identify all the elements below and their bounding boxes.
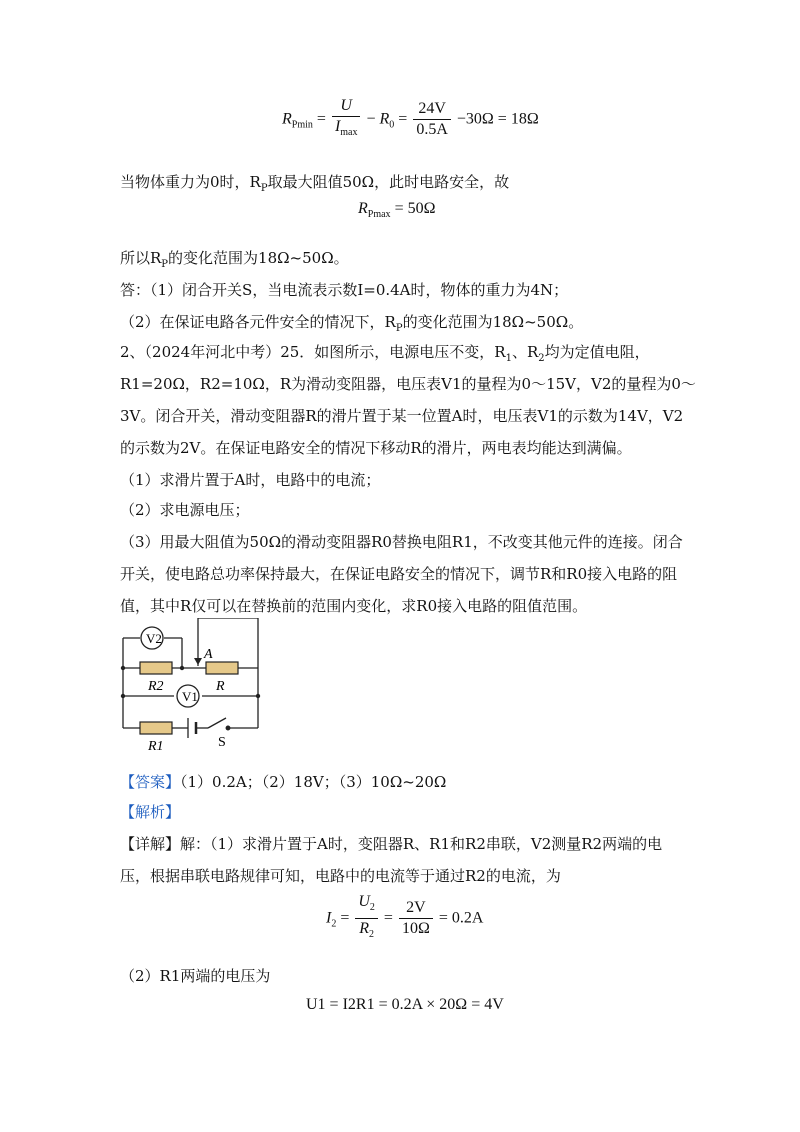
resistor-r2 <box>140 662 172 674</box>
formula-eq: = <box>398 110 408 128</box>
fraction-denominator: 0.5A <box>416 121 448 139</box>
fraction-2v-over-10: $\frac{2V}{10\Omega}$ <box>399 898 433 939</box>
formula-i2 <box>326 892 483 945</box>
label-a: A <box>204 647 213 662</box>
text-line: 2、（2024年河北中考）25．如图所示，电源电压不变，$R_1$、$R_2$均为定值电阻， <box>120 343 650 364</box>
formula-rest: = 0.2A <box>438 909 484 927</box>
text-line: （2）在保证电路各元件安全的情况下，$R_P$的变化范围为18Ω~50Ω。 <box>120 313 584 334</box>
junction-dot <box>121 666 125 670</box>
formula-subscript: 0 <box>389 119 395 131</box>
switch-lever <box>208 718 226 728</box>
formula-rest: −30Ω = 18Ω <box>456 110 539 128</box>
formula-eq: = <box>383 909 393 927</box>
text-line: 3V。闭合开关，滑动变阻器R的滑片置于某一位置A时，电压表V1的示数为14V，V2 <box>120 407 684 425</box>
slider-arrow-icon <box>194 658 202 665</box>
label-r: R <box>216 679 225 694</box>
formula-symbol: R <box>358 200 368 217</box>
label-v2: V2 <box>146 631 162 646</box>
formula-subscript: 2 <box>331 918 337 930</box>
analysis-tag: 【解析】 <box>120 803 181 821</box>
formula-rpmax <box>358 200 435 220</box>
fraction-24v-over-05a <box>413 99 451 140</box>
resistor-r1 <box>140 722 172 734</box>
text-line: 当物体重力为0时，$R_P$取最大阻值50Ω，此时电路安全，故 <box>120 173 510 194</box>
rheostat-r <box>206 662 238 674</box>
text-line: （2）求电源电压； <box>120 501 250 519</box>
formula-eq: = <box>316 110 326 128</box>
fraction-u2-over-r2: $\frac{U_2}{R_2}$ <box>355 892 378 945</box>
label-v1: V1 <box>182 689 198 704</box>
text-line: 压，根据串联电路规律可知，电路中的电流等于通过R2的电流，为 <box>120 867 561 885</box>
fraction-denominator: I <box>334 118 341 135</box>
label-s: S <box>218 735 226 750</box>
formula-rest: = 50Ω <box>394 200 436 217</box>
formula-subscript: max <box>340 127 358 139</box>
text-line: （2）R1两端的电压为 <box>120 967 271 985</box>
fraction-u-over-imax <box>332 96 361 143</box>
formula-minus: − <box>366 110 376 128</box>
detail-tag: 【详解】 <box>120 835 181 853</box>
text-line: 开关，使电路总功率保持最大，在保证电路安全的情况下，调节R和R0接入电路的阻 <box>120 565 678 583</box>
text-line: R1=20Ω，R2=10Ω，R为滑动变阻器，电压表V1的量程为0～15V，V2的量程为0～ <box>120 375 696 393</box>
text-line: 的示数为2V。在保证电路安全的情况下移动R的滑片，两电表均能达到满偏。 <box>120 439 632 457</box>
formula-symbol: I <box>326 909 332 927</box>
text-line: （1）求滑片置于A时，电路中的电流； <box>120 471 381 489</box>
label-r1: R1 <box>148 739 164 754</box>
junction-dot <box>256 694 260 698</box>
answer-line <box>120 772 446 792</box>
detail-line: 【详解】解：（1）求滑片置于A时，变阻器R、R1和R2串联，V2测量R2两端的电 <box>120 835 663 853</box>
formula-subscript: Pmax <box>367 209 391 221</box>
formula-symbol: R <box>379 110 390 128</box>
text-line: 答：（1）闭合开关S，当电流表示数I=0.4A时，物体的重力为4N； <box>120 281 569 299</box>
text-line: （3）用最大阻值为50Ω的滑动变阻器R0替换电阻R1，不改变其他元件的连接。闭合 <box>120 533 683 551</box>
formula-u1: U1 = I2R1 = 0.2A × 20Ω = 4V <box>306 996 504 1013</box>
switch-contact <box>226 726 230 730</box>
junction-dot <box>121 694 125 698</box>
junction-dot <box>180 666 184 670</box>
fraction-numerator: 24V <box>413 99 451 120</box>
circuit-diagram <box>118 618 268 754</box>
answer-tag: 【答案】 <box>120 773 181 791</box>
formula-rpmin <box>282 96 539 143</box>
fraction-numerator: U <box>332 96 361 117</box>
text-line: 所以$R_P$的变化范围为18Ω~50Ω。 <box>120 249 349 270</box>
formula-symbol: R <box>282 110 292 128</box>
text-line: 值，其中R仅可以在替换前的范围内变化，求R0接入电路的阻值范围。 <box>120 597 588 615</box>
formula-eq: = <box>340 909 350 927</box>
formula-subscript: Pmin <box>291 119 313 131</box>
answer-text: （1）0.2A；（2）18V；（3）10Ω~20Ω <box>180 773 447 791</box>
label-r2: R2 <box>148 679 164 694</box>
